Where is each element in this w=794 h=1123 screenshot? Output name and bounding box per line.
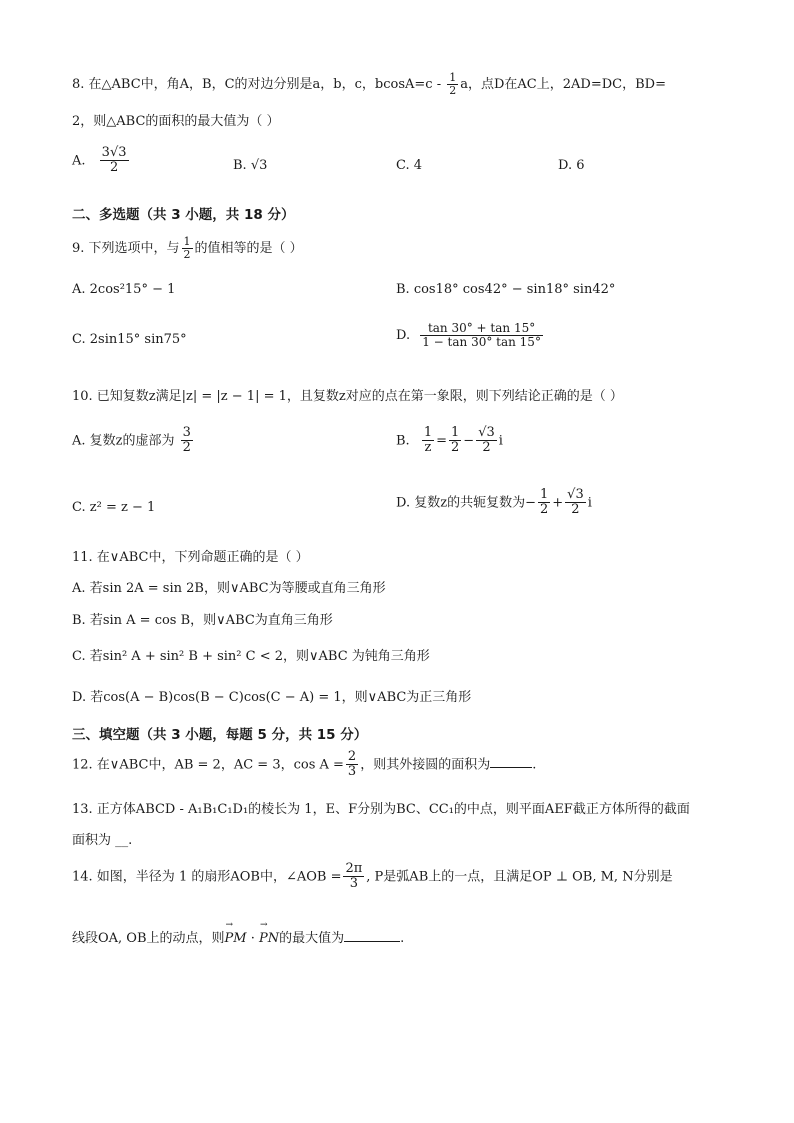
q14-line1: 14. 如图，半径为 1 的扇形AOB中，∠AOB = $\frac{2\pi}{3}$ , P是弧AB上的一点，且满足OP ⊥ OB, M, N分别是 bbox=[72, 861, 673, 892]
q10-option-d: D. 复数z的共轭复数为− $\frac{1}{2}$ + $\frac{√3}{2}$ i bbox=[396, 487, 592, 518]
q9-option-c: C. 2sin15° sin75° bbox=[72, 332, 187, 347]
q8-option-d: D. 6 bbox=[558, 158, 585, 173]
q11-option-a: A. 若sin 2A = sin 2B，则∨ABC为等腰或直角三角形 bbox=[72, 581, 386, 596]
q10-stem: 10. 已知复数z满足|z| = |z − 1| = 1，且复数z对应的点在第一象限，则下列结论正确的是（ ） bbox=[72, 389, 623, 404]
q8-option-b: B. √3 bbox=[233, 158, 268, 173]
q8-line2: 2，则△ABC的面积的最大值为（ ） bbox=[72, 114, 280, 129]
section-heading-multiple-choice: 二、多选题（共 3 小题，共 18 分） bbox=[72, 207, 295, 223]
vector-pn: → PN bbox=[259, 931, 279, 946]
q8-fraction: $\frac{1}{2}$ bbox=[449, 71, 457, 98]
q11-option-d: D. 若cos(A − B)cos(B − C)cos(C − A) = 1，则∨ABC为正三角形 bbox=[72, 690, 472, 705]
q8-option-c: C. 4 bbox=[396, 158, 423, 173]
q14-answer-blank[interactable] bbox=[344, 941, 400, 942]
q11-stem: 11. 在∨ABC中，下列命题正确的是（ ） bbox=[72, 550, 309, 565]
q8-line1: 8. 在△ABC中，角A，B，C的对边分别是a，b，c，bcosA=c - $\frac{1}{2}$ a，点D在AC上，2AD=DC，BD= bbox=[72, 71, 666, 98]
q12-answer-blank[interactable] bbox=[490, 767, 532, 768]
q10-option-c: C. z² = z − 1 bbox=[72, 500, 156, 515]
q14-line2: 线段OA, OB上的动点，则→ PM · → PN的最大值为 . bbox=[72, 927, 404, 946]
section-heading-fill-in: 三、填空题（共 3 小题，每题 5 分，共 15 分） bbox=[72, 727, 368, 743]
q10-option-a: A. 复数z的虚部为 $\frac{3}{2}$ bbox=[72, 425, 191, 456]
q13-line1: 13. 正方体ABCD - A₁B₁C₁D₁的棱长为 1，E、F分别为BC、CC₁的中点，则平面AEF截正方体所得的截面 bbox=[72, 802, 690, 817]
vector-pm: → PM bbox=[225, 931, 247, 946]
q11-option-c: C. 若sin² A + sin² B + sin² C < 2，则∨ABC 为钝角三角形 bbox=[72, 649, 430, 664]
q9-option-b: B. cos18° cos42° − sin18° sin42° bbox=[396, 282, 616, 297]
q9-option-a: A. 2cos²15° − 1 bbox=[72, 282, 176, 297]
q13-line2: 面积为 __. bbox=[72, 833, 133, 848]
q10-option-b: B. $\frac{1}{z}$ = $\frac{1}{2}$ − $\frac{√3}{2}$ i bbox=[396, 425, 503, 456]
q8-option-a: A. $\frac{3√3}{2}$ bbox=[72, 145, 127, 176]
q9-stem: 9. 下列选项中，与 $\frac{1}{2}$ 的值相等的是（ ） bbox=[72, 235, 303, 262]
q12-stem: 12. 在∨ABC中，AB = 2，AC = 3，cos A = $\frac{2}{3}$ ，则其外接圆的面积为 . bbox=[72, 749, 537, 780]
q11-option-b: B. 若sin A = cos B，则∨ABC为直角三角形 bbox=[72, 613, 333, 628]
q9-option-d: D. $\frac{\tan 30^\circ + \tan 15^\circ}{1 - \tan 30^\circ \tan 15^\circ}$ bbox=[396, 321, 541, 350]
